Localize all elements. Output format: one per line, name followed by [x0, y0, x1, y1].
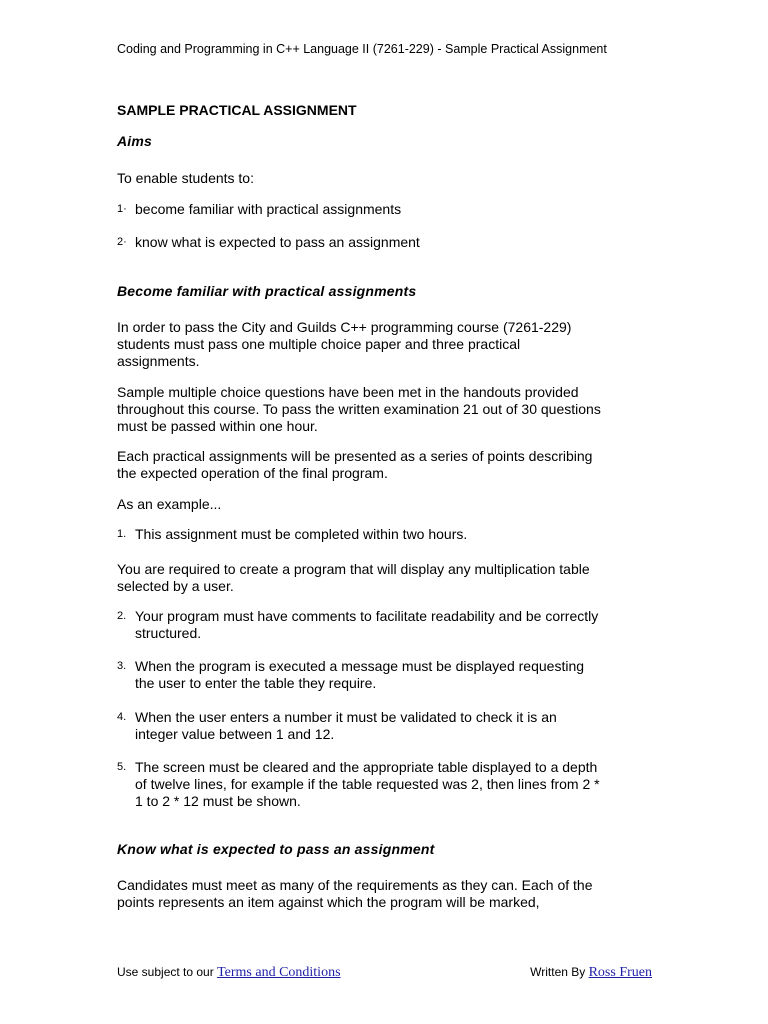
- requirement-line: The screen must be cleared and the appropriate table displayed to a depth: [135, 759, 598, 775]
- list-item-text: know what is expected to pass an assignment: [135, 234, 420, 250]
- requirement-line: This assignment must be completed within two hours.: [135, 526, 468, 542]
- list-item-text: become familiar with practical assignments: [135, 201, 402, 217]
- requirement-line: When the user enters a number it must be validated to check it is an: [135, 709, 557, 725]
- example-intro-text: As an example...: [117, 496, 222, 512]
- terms-and-conditions-link[interactable]: Terms and Conditions: [217, 965, 341, 980]
- list-marker: 2·: [117, 236, 127, 248]
- paragraph-line: In order to pass the City and Guilds C++ programming course (7261-229): [117, 319, 572, 335]
- footer-author-prefix: Written By: [530, 965, 586, 979]
- paragraph: [117, 561, 590, 595]
- section-heading-familiar: Become familiar with practical assignments: [117, 283, 417, 299]
- paragraph-line: assignments.: [117, 353, 200, 369]
- list-marker: 3.: [117, 660, 127, 672]
- footer-terms: [117, 963, 341, 982]
- requirement-line: integer value between 1 and 12.: [135, 726, 335, 742]
- footer-author: [530, 963, 652, 982]
- author-link[interactable]: Ross Fruen: [588, 965, 652, 980]
- paragraph: [117, 319, 571, 370]
- requirement-line: structured.: [135, 625, 202, 641]
- requirement-line: When the program is executed a message must be displayed requesting: [135, 658, 585, 674]
- list-marker: 2.: [117, 610, 127, 622]
- example-intro: [117, 496, 221, 513]
- paragraph-line: Each practical assignments will be presented as a series of points describing: [117, 448, 593, 464]
- requirement-line: Your program must have comments to facilitate readability and be correctly: [135, 608, 599, 624]
- running-header: Coding and Programming in C++ Language II (7261-229) - Sample Practical Assignment: [117, 42, 607, 56]
- paragraph-line: selected by a user.: [117, 578, 234, 594]
- paragraph-line: Candidates must meet as many of the requirements as they can. Each of the: [117, 877, 593, 893]
- paragraph-line: You are required to create a program that will display any multiplication table: [117, 561, 590, 577]
- footer-terms-prefix: Use subject to our: [117, 965, 214, 979]
- requirement-line: of twelve lines, for example if the table requested was 2, then lines from 2 *: [135, 776, 600, 792]
- requirement-line: 1 to 2 * 12 must be shown.: [135, 793, 301, 809]
- list-marker: 1.: [117, 528, 127, 540]
- list-marker: 1·: [117, 203, 127, 215]
- aims-heading: Aims: [117, 133, 153, 149]
- paragraph: [117, 384, 601, 435]
- paragraph-line: Sample multiple choice questions have been met in the handouts provided: [117, 384, 579, 400]
- paragraph-line: points represents an item against which the program will be marked,: [117, 894, 540, 910]
- paragraph-line: students must pass one multiple choice paper and three practical: [117, 336, 521, 352]
- aims-intro-text: To enable students to:: [117, 170, 254, 186]
- paragraph: [117, 877, 592, 911]
- requirement-line: the user to enter the table they require.: [135, 675, 377, 691]
- list-marker: 5.: [117, 761, 127, 773]
- section-heading-expected: Know what is expected to pass an assignment: [117, 841, 435, 857]
- list-marker: 4.: [117, 711, 127, 723]
- paragraph-line: must be passed within one hour.: [117, 418, 318, 434]
- page-title: SAMPLE PRACTICAL ASSIGNMENT: [117, 102, 357, 118]
- aims-intro: [117, 170, 254, 187]
- paragraph-line: the expected operation of the final program.: [117, 465, 388, 481]
- paragraph-line: throughout this course. To pass the written examination 21 out of 30 questions: [117, 401, 601, 417]
- paragraph: [117, 448, 592, 482]
